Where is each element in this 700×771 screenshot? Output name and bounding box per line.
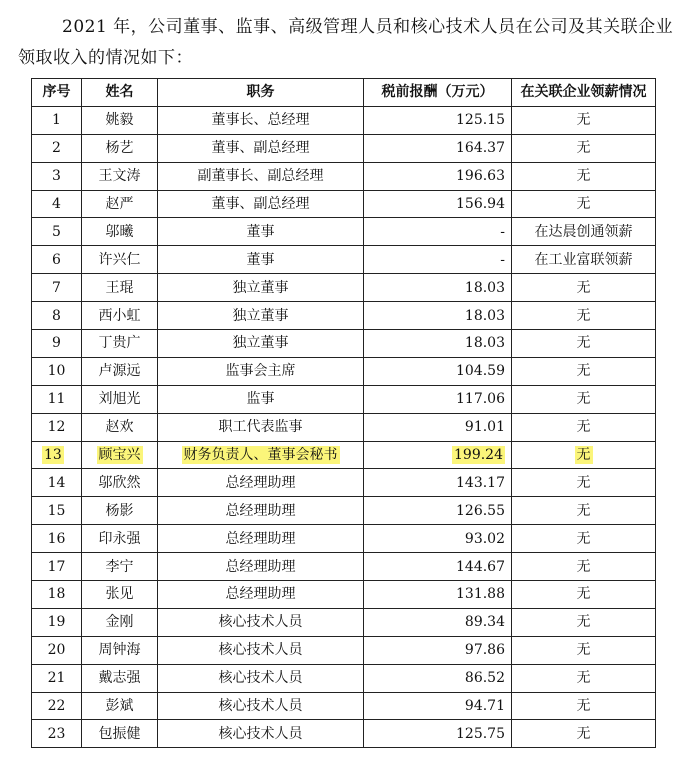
header-position: 职务 bbox=[158, 79, 364, 107]
cell-pretax-pay: 89.34 bbox=[364, 608, 512, 636]
header-related-salary: 在关联企业领薪情况 bbox=[512, 79, 656, 107]
cell-position: 独立董事 bbox=[158, 330, 364, 358]
cell-related-salary bbox=[512, 441, 656, 469]
cell-serial-no: 15 bbox=[32, 497, 82, 525]
cell-serial-no: 20 bbox=[32, 636, 82, 664]
table-row bbox=[32, 720, 656, 748]
cell-serial-no: 14 bbox=[32, 469, 82, 497]
intro-paragraph: 2021 年，公司董事、监事、高级管理人员和核心技术人员在公司及其关联企业领取收入的情况如下： bbox=[18, 17, 674, 68]
cell-serial-no: 8 bbox=[32, 302, 82, 330]
cell-serial-no: 2 bbox=[32, 134, 82, 162]
cell-name: 张见 bbox=[82, 581, 158, 609]
table-row bbox=[32, 162, 656, 190]
cell-name: 李宁 bbox=[82, 553, 158, 581]
cell-position: 核心技术人员 bbox=[158, 608, 364, 636]
table-row bbox=[32, 525, 656, 553]
cell-position: 董事 bbox=[158, 218, 364, 246]
cell-pretax-pay: 86.52 bbox=[364, 664, 512, 692]
cell-pretax-pay: - bbox=[364, 218, 512, 246]
cell-position: 监事会主席 bbox=[158, 357, 364, 385]
cell-name: 许兴仁 bbox=[82, 246, 158, 274]
cell-pretax-pay: 156.94 bbox=[364, 190, 512, 218]
table-row bbox=[32, 106, 656, 134]
table-row bbox=[32, 608, 656, 636]
table-row bbox=[32, 497, 656, 525]
cell-position: 监事 bbox=[158, 385, 364, 413]
cell-pretax-pay: 131.88 bbox=[364, 581, 512, 609]
cell-serial-no: 22 bbox=[32, 692, 82, 720]
cell-pretax-pay: 18.03 bbox=[364, 330, 512, 358]
cell-pretax-pay: - bbox=[364, 246, 512, 274]
header-pretax-pay: 税前报酬（万元） bbox=[364, 79, 512, 107]
cell-pretax-pay: 18.03 bbox=[364, 302, 512, 330]
cell-pretax-pay: 93.02 bbox=[364, 525, 512, 553]
cell-serial-no: 11 bbox=[32, 385, 82, 413]
table-row bbox=[32, 190, 656, 218]
cell-position: 核心技术人员 bbox=[158, 636, 364, 664]
cell-name: 邬曦 bbox=[82, 218, 158, 246]
table-row bbox=[32, 274, 656, 302]
cell-position: 董事、副总经理 bbox=[158, 134, 364, 162]
table-row bbox=[32, 302, 656, 330]
cell-related-salary: 无 bbox=[512, 720, 656, 748]
cell-pretax-pay: 125.15 bbox=[364, 106, 512, 134]
cell-serial-no: 1 bbox=[32, 106, 82, 134]
cell-serial-no: 7 bbox=[32, 274, 82, 302]
cell-pretax-pay: 91.01 bbox=[364, 413, 512, 441]
cell-name: 刘旭光 bbox=[82, 385, 158, 413]
table-row bbox=[32, 636, 656, 664]
highlight-mark: 无 bbox=[576, 447, 591, 464]
cell-position: 董事、副总经理 bbox=[158, 190, 364, 218]
cell-related-salary: 无 bbox=[512, 525, 656, 553]
cell-serial-no bbox=[32, 441, 82, 469]
cell-position: 总经理助理 bbox=[158, 581, 364, 609]
cell-name: 姚毅 bbox=[82, 106, 158, 134]
cell-serial-no: 10 bbox=[32, 357, 82, 385]
table-row bbox=[32, 218, 656, 246]
table-row bbox=[32, 330, 656, 358]
table-row bbox=[32, 357, 656, 385]
cell-related-salary: 无 bbox=[512, 134, 656, 162]
cell-related-salary: 无 bbox=[512, 413, 656, 441]
cell-name: 王琨 bbox=[82, 274, 158, 302]
cell-position: 总经理助理 bbox=[158, 525, 364, 553]
cell-name: 杨影 bbox=[82, 497, 158, 525]
cell-related-salary: 无 bbox=[512, 636, 656, 664]
cell-serial-no: 12 bbox=[32, 413, 82, 441]
cell-name: 赵严 bbox=[82, 190, 158, 218]
cell-pretax-pay: 104.59 bbox=[364, 357, 512, 385]
cell-related-salary: 无 bbox=[512, 330, 656, 358]
cell-position: 总经理助理 bbox=[158, 553, 364, 581]
cell-related-salary: 无 bbox=[512, 692, 656, 720]
cell-related-salary: 无 bbox=[512, 274, 656, 302]
cell-pretax-pay: 94.71 bbox=[364, 692, 512, 720]
cell-pretax-pay: 125.75 bbox=[364, 720, 512, 748]
cell-related-salary: 无 bbox=[512, 553, 656, 581]
cell-position: 核心技术人员 bbox=[158, 664, 364, 692]
table-row bbox=[32, 581, 656, 609]
cell-serial-no: 18 bbox=[32, 581, 82, 609]
cell-name: 杨艺 bbox=[82, 134, 158, 162]
cell-name bbox=[82, 441, 158, 469]
cell-pretax-pay bbox=[364, 441, 512, 469]
cell-position: 职工代表监事 bbox=[158, 413, 364, 441]
cell-name: 印永强 bbox=[82, 525, 158, 553]
cell-position: 核心技术人员 bbox=[158, 692, 364, 720]
cell-position: 董事长、总经理 bbox=[158, 106, 364, 134]
cell-pretax-pay: 164.37 bbox=[364, 134, 512, 162]
cell-name: 周钟海 bbox=[82, 636, 158, 664]
cell-name: 西小虹 bbox=[82, 302, 158, 330]
table-row bbox=[32, 553, 656, 581]
cell-related-salary: 无 bbox=[512, 302, 656, 330]
cell-position: 董事 bbox=[158, 246, 364, 274]
cell-serial-no: 6 bbox=[32, 246, 82, 274]
cell-serial-no: 3 bbox=[32, 162, 82, 190]
cell-related-salary: 无 bbox=[512, 581, 656, 609]
cell-name: 赵欢 bbox=[82, 413, 158, 441]
cell-related-salary: 无 bbox=[512, 162, 656, 190]
cell-name: 戴志强 bbox=[82, 664, 158, 692]
cell-pretax-pay: 18.03 bbox=[364, 274, 512, 302]
cell-name: 王文涛 bbox=[82, 162, 158, 190]
cell-position: 总经理助理 bbox=[158, 469, 364, 497]
cell-name: 邬欣然 bbox=[82, 469, 158, 497]
cell-serial-no: 4 bbox=[32, 190, 82, 218]
cell-serial-no: 23 bbox=[32, 720, 82, 748]
cell-pretax-pay: 144.67 bbox=[364, 553, 512, 581]
header-serial-no: 序号 bbox=[32, 79, 82, 107]
highlight-mark: 199.24 bbox=[454, 447, 503, 464]
cell-serial-no: 16 bbox=[32, 525, 82, 553]
header-name: 姓名 bbox=[82, 79, 158, 107]
table-row bbox=[32, 469, 656, 497]
cell-serial-no: 19 bbox=[32, 608, 82, 636]
cell-related-salary: 在工业富联领薪 bbox=[512, 246, 656, 274]
table-row bbox=[32, 664, 656, 692]
cell-related-salary: 无 bbox=[512, 190, 656, 218]
cell-serial-no: 5 bbox=[32, 218, 82, 246]
cell-name: 彭斌 bbox=[82, 692, 158, 720]
highlight-mark: 顾宝兴 bbox=[98, 447, 141, 464]
cell-pretax-pay: 143.17 bbox=[364, 469, 512, 497]
highlight-mark: 财务负责人、董事会秘书 bbox=[183, 447, 338, 464]
cell-position: 独立董事 bbox=[158, 302, 364, 330]
cell-serial-no: 17 bbox=[32, 553, 82, 581]
table-row bbox=[32, 385, 656, 413]
cell-name: 金刚 bbox=[82, 608, 158, 636]
table-row bbox=[32, 134, 656, 162]
table-header-row bbox=[32, 79, 656, 107]
cell-related-salary: 无 bbox=[512, 106, 656, 134]
cell-serial-no: 21 bbox=[32, 664, 82, 692]
cell-position: 核心技术人员 bbox=[158, 720, 364, 748]
cell-pretax-pay: 117.06 bbox=[364, 385, 512, 413]
cell-name: 丁贵广 bbox=[82, 330, 158, 358]
cell-related-salary: 无 bbox=[512, 469, 656, 497]
table-row bbox=[32, 692, 656, 720]
cell-pretax-pay: 196.63 bbox=[364, 162, 512, 190]
cell-related-salary: 无 bbox=[512, 664, 656, 692]
table-row-highlighted bbox=[32, 441, 656, 469]
compensation-table bbox=[31, 78, 656, 748]
cell-name: 包振健 bbox=[82, 720, 158, 748]
cell-position: 总经理助理 bbox=[158, 497, 364, 525]
cell-name: 卢源远 bbox=[82, 357, 158, 385]
table-row bbox=[32, 413, 656, 441]
highlight-mark: 13 bbox=[44, 447, 62, 464]
cell-related-salary: 无 bbox=[512, 497, 656, 525]
cell-position: 副董事长、副总经理 bbox=[158, 162, 364, 190]
cell-related-salary: 无 bbox=[512, 385, 656, 413]
cell-pretax-pay: 97.86 bbox=[364, 636, 512, 664]
cell-related-salary: 在达晨创通领薪 bbox=[512, 218, 656, 246]
cell-pretax-pay: 126.55 bbox=[364, 497, 512, 525]
cell-serial-no: 9 bbox=[32, 330, 82, 358]
cell-position: 独立董事 bbox=[158, 274, 364, 302]
table-row bbox=[32, 246, 656, 274]
cell-related-salary: 无 bbox=[512, 608, 656, 636]
cell-related-salary: 无 bbox=[512, 357, 656, 385]
cell-position bbox=[158, 441, 364, 469]
